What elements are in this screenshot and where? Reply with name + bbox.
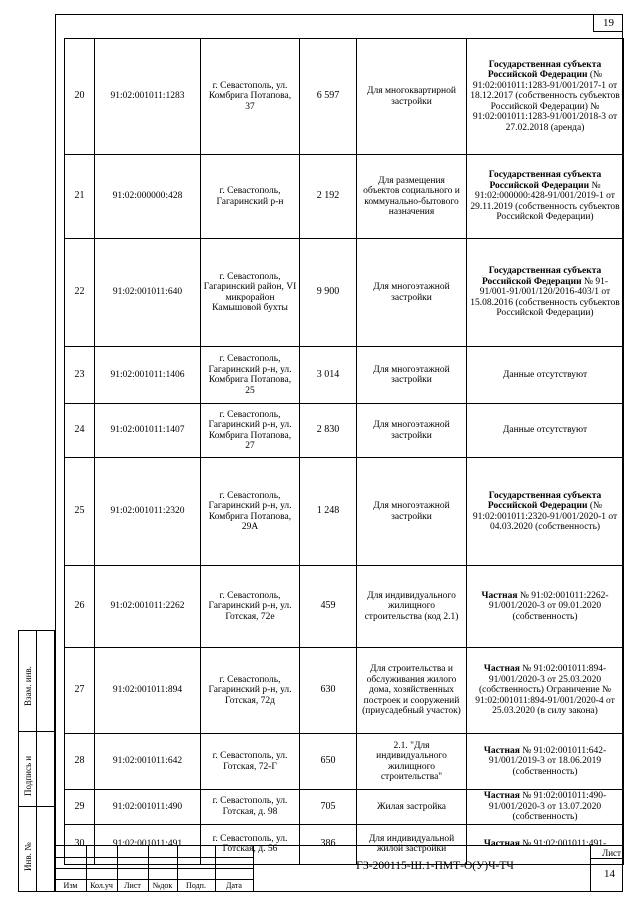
row-number: 25	[65, 458, 95, 566]
permitted-use: Для многоэтажной застройки	[357, 458, 467, 566]
permitted-use: Для индивидуальной жилой застройки	[357, 824, 467, 864]
area: 3 014	[300, 347, 357, 404]
permitted-use: Для многоэтажной застройки	[357, 239, 467, 347]
row-number: 21	[65, 155, 95, 239]
title-block	[55, 845, 623, 892]
row-number: 28	[65, 734, 95, 790]
cadastral-number: 91:02:001011:640	[95, 239, 201, 347]
row-number: 26	[65, 566, 95, 648]
address: г. Севастополь, Гагаринский р-н, ул. Готская, 72е	[201, 566, 300, 648]
owner-type: Частная	[483, 838, 520, 849]
address: г. Севастополь, Гагаринский р-н, ул. Комбрига Потапова, 25	[201, 347, 300, 404]
side-podpis-label: Подпись и	[23, 755, 33, 796]
row-number: 22	[65, 239, 95, 347]
address: г. Севастополь, ул. Готская, д. 98	[201, 790, 300, 825]
col-izm: Изм	[63, 881, 78, 890]
row-number: 27	[65, 648, 95, 734]
permitted-use: Для индивидуального жилищного строительства (код 2.1)	[357, 566, 467, 648]
col-list: Лист	[124, 881, 141, 890]
owner-details: № 91:02:001011:491-	[519, 838, 607, 849]
cadastral-number: 91:02:001011:2320	[95, 458, 201, 566]
owner-details: № 91:02:001011:894-91/001/2020-3 от 25.03.2020 (собственность) Ограничение № 91:02:001011:894-91/001/2020-4 от 25.03.2020 (в силу закона)	[475, 664, 615, 717]
table-row	[65, 648, 624, 734]
side-vzam-label: Взам. инв.	[23, 666, 33, 706]
side-stamp	[18, 630, 55, 892]
cadastral-number: 91:02:000000:428	[95, 155, 201, 239]
permitted-use: Жилая застройка	[357, 790, 467, 825]
address: г. Севастополь, Гагаринский р-н	[201, 155, 300, 239]
area: 650	[300, 734, 357, 790]
address: г. Севастополь, ул. Готская, д. 56	[201, 824, 300, 864]
cadastral-number: 91:02:001011:1406	[95, 347, 201, 404]
owner-type: Частная	[481, 590, 518, 601]
cadastral-number: 91:02:001011:491	[95, 824, 201, 864]
owner-details: № 91-91/001-91/001/120/2016-403/1 от 15.08.2016 (собственность субъектов Российской Федерации)	[470, 276, 620, 319]
table-row	[65, 155, 624, 239]
cadastral-number: 91:02:001011:642	[95, 734, 201, 790]
address: г. Севастополь, Гагаринский р-н, ул. Комбрига Потапова, 27	[201, 404, 300, 458]
owner-details: № 91:02:000000:428-91/001/2019-1 от 29.11.2019 (собственность субъектов Российской Федерации)	[470, 180, 620, 223]
cadastral-number: 91:02:001011:894	[95, 648, 201, 734]
area: 705	[300, 790, 357, 825]
table-row	[65, 458, 624, 566]
table-row	[65, 347, 624, 404]
owner-info	[467, 790, 624, 825]
owner-type: Государственная субъекта Российской Федерации	[488, 170, 602, 191]
owner-type: Частная	[483, 791, 520, 801]
page-corner-number: 19	[593, 14, 623, 32]
cadastral-number: 91:02:001011:1407	[95, 404, 201, 458]
table-row	[65, 734, 624, 790]
table-row	[65, 566, 624, 648]
row-number: 30	[65, 824, 95, 864]
owner-info	[467, 458, 624, 566]
table-row	[65, 404, 624, 458]
owner-type: Частная	[483, 745, 520, 756]
cadastral-number: 91:02:001011:1283	[95, 39, 201, 155]
permitted-use: Для многоэтажной застройки	[357, 404, 467, 458]
table-row	[65, 790, 624, 825]
owner-info	[467, 39, 624, 155]
table-row	[65, 39, 624, 155]
cadastral-number: 91:02:001011:490	[95, 790, 201, 825]
owner-info	[467, 566, 624, 648]
permitted-use: Для многоэтажной застройки	[357, 347, 467, 404]
owner-details: № 91:02:001011:2262-91/001/2020-3 от 09.01.2020 (собственность)	[488, 590, 609, 622]
col-data: Дата	[226, 881, 242, 890]
row-number: 24	[65, 404, 95, 458]
owner-info	[467, 239, 624, 347]
area: 386	[300, 824, 357, 864]
permitted-use: 2.1. "Для индивидуального жилищного строительства"	[357, 734, 467, 790]
address: г. Севастополь, ул. Готская, 72-Г	[201, 734, 300, 790]
address: г. Севастополь, ул. Комбрига Потапова, 37	[201, 39, 300, 155]
owner-details: № 91:02:001011:490-91/001/2020-3 от 13.07.2020 (собственность)	[488, 791, 607, 822]
permitted-use: Для размещения объектов социального и коммунально-бытового назначения	[357, 155, 467, 239]
document-code: ГЗ-200115-Ш.1-ПМТ-О(У)Ч-ТЧ	[356, 860, 514, 872]
owner-info	[467, 734, 624, 790]
land-plots-table	[64, 38, 624, 865]
area: 9 900	[300, 239, 357, 347]
col-ndok: №док	[152, 881, 173, 890]
row-number: 23	[65, 347, 95, 404]
area: 2 192	[300, 155, 357, 239]
owner-info	[467, 347, 624, 404]
owner-details: № 91:02:001011:642-91/001/2019-3 от 18.06.2019 (собственность)	[488, 745, 607, 777]
area: 6 597	[300, 39, 357, 155]
area: 459	[300, 566, 357, 648]
row-number: 20	[65, 39, 95, 155]
owner-details: Данные отсутствуют	[502, 425, 588, 436]
area: 630	[300, 648, 357, 734]
owner-info	[467, 648, 624, 734]
area: 2 830	[300, 404, 357, 458]
owner-details: Данные отсутствуют	[502, 369, 588, 380]
address: г. Севастополь, Гагаринский р-н, ул. Готская, 72д	[201, 648, 300, 734]
owner-type: Частная	[483, 664, 520, 675]
cadastral-number: 91:02:001011:2262	[95, 566, 201, 648]
table-row	[65, 239, 624, 347]
address: г. Севастополь, Гагаринский р-н, ул. Комбрига Потапова, 29А	[201, 458, 300, 566]
col-podp: Подп.	[186, 881, 206, 890]
owner-info	[467, 155, 624, 239]
owner-details: (№ 91:02:001011:2320-91/001/2020-1 от 04.03.2020 (собственность)	[472, 501, 618, 532]
area: 1 248	[300, 458, 357, 566]
owner-type: Государственная субъекта Российской Федерации	[487, 59, 602, 81]
owner-details: (№ 91:02:001011:1283-91/001/2017-1 от 18.12.2017 (собственность субъектов Российской Федерации) № 91:02:001011:1283-91/001/2018-3 от 27.02.2018 (аренда)	[470, 70, 620, 133]
address: г. Севастополь, Гагаринский район, VI микрорайон Камышовой бухты	[201, 239, 300, 347]
owner-type: Государственная субъекта Российской Федерации	[481, 266, 602, 287]
permitted-use: Для строительства и обслуживания жилого дома, хозяйственных построек и сооружений (приусадебный участок)	[357, 648, 467, 734]
owner-info	[467, 404, 624, 458]
col-koluch: Кол.уч	[90, 881, 113, 890]
sheet-number: 14	[604, 868, 615, 880]
sheet-label: Лист	[602, 848, 621, 858]
row-number: 29	[65, 790, 95, 825]
permitted-use: Для многоквартирной застройки	[357, 39, 467, 155]
side-inv-label: Инв. №	[23, 842, 33, 871]
owner-type: Государственная субъекта Российской Федерации	[487, 490, 602, 511]
